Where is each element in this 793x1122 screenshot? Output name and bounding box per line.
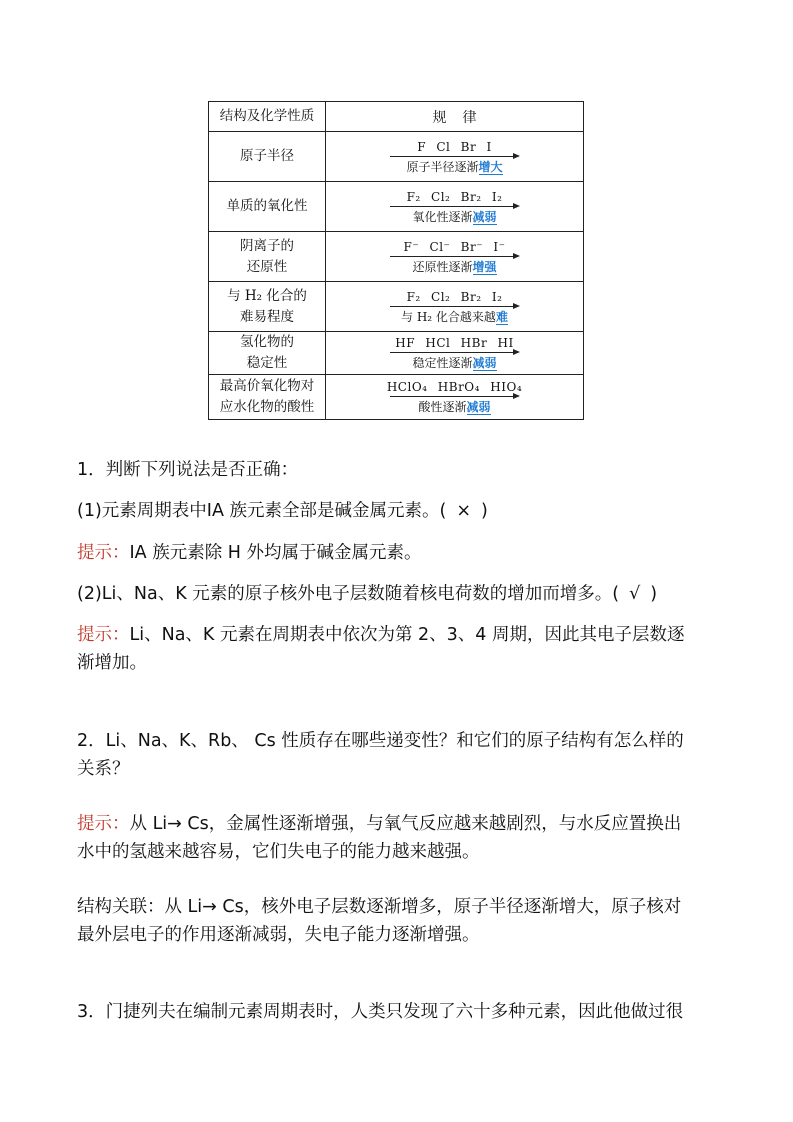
question-1-hint-2: 提示：Li、Na、K 元素在周期表中依次为第 2、3、4 周期，因此其电子层数逐 渐增加。: [77, 625, 685, 673]
hint-label: 提示：: [77, 543, 130, 563]
row-rule: [326, 132, 583, 181]
question-1-title: 1．判断下列说法是否正确：: [77, 460, 299, 480]
table-row: [209, 182, 583, 232]
question-2-structure-relation: 结构关联：从 Li→ Cs，核外电子层数逐渐增多，原子半径逐渐增大，原子核对 最外层电子的作用逐渐减弱，失电子能力逐渐增强。: [77, 897, 682, 945]
trend-keyword: 增强: [472, 259, 497, 274]
question-1-item-1: (1)元素周期表中ⅠA 族元素全部是碱金属元素。( × ): [77, 497, 737, 525]
question-1-item-2: (2)Li、Na、K 元素的原子核外电子层数随着核电荷数的增加而增多。( √ ): [77, 580, 737, 608]
row-property: 与 H₂ 化合的 难易程度: [209, 282, 326, 331]
row-property: 最高价氧化物对 应水化物的酸性: [209, 375, 326, 419]
header-property: 结构及化学性质: [209, 102, 326, 131]
right-arrow-icon: [390, 306, 520, 308]
trend-keyword: 减弱: [466, 400, 491, 414]
element-sequence: HClO₄ HBrO₄ HIO₄: [386, 380, 523, 394]
row-rule: [326, 282, 583, 331]
row-property: 氢化物的 稳定性: [209, 332, 326, 374]
hint-label: 提示：: [77, 814, 130, 834]
question-2-hint: 提示：从 Li→ Cs，金属性逐渐增强，与氧气反应越来越剧烈，与水反应置换出 水中的氢越来越容易，它们失电子的能力越来越强。: [77, 814, 682, 862]
question-1-hint-1: 提示：ⅠA 族元素除 H 外均属于碱金属元素。: [77, 543, 422, 563]
table-row: [209, 282, 583, 332]
trend-text: 原子半径逐渐增大: [406, 159, 503, 174]
trend-keyword: 减弱: [472, 209, 497, 224]
row-rule: [326, 332, 583, 374]
table-row: [209, 375, 583, 419]
trend-text: 与 H₂ 化合越来越难: [401, 309, 508, 324]
halogen-trend-table: [208, 101, 584, 420]
trend-text: 酸性逐渐减弱: [418, 400, 491, 414]
trend-keyword: 难: [495, 309, 508, 324]
question-2-title: 2．Li、Na、K、Rb、 Cs 性质存在哪些递变性？和它们的原子结构有怎么样的 关系？: [77, 731, 684, 779]
trend-keyword: 增大: [478, 159, 503, 174]
answer-mark: √: [629, 584, 641, 604]
right-arrow-icon: [390, 396, 520, 398]
question-3-title: 3．门捷列夫在编制元素周期表时，人类只发现了六十多种元素，因此他做过很: [77, 1002, 684, 1022]
row-property: 阴离子的 还原性: [209, 232, 326, 281]
row-rule: [326, 232, 583, 281]
element-sequence: HF HCl HBr HI: [395, 336, 514, 350]
hint-label: 提示：: [77, 625, 130, 645]
right-arrow-icon: [390, 206, 520, 208]
trend-text: 还原性逐渐增强: [412, 259, 497, 274]
right-arrow-icon: [390, 156, 520, 158]
right-arrow-icon: [390, 352, 520, 354]
answer-mark: ×: [456, 501, 471, 521]
table-header-row: [209, 102, 583, 132]
element-sequence: F Cl Br I: [417, 139, 492, 154]
right-arrow-icon: [390, 256, 520, 258]
row-rule: [326, 182, 583, 231]
header-rule: 规律: [432, 109, 493, 126]
row-property: 单质的氧化性: [209, 182, 326, 231]
row-rule: [326, 375, 583, 419]
table-row: [209, 132, 583, 182]
element-sequence: F₂ Cl₂ Br₂ I₂: [406, 189, 503, 204]
row-property: 原子半径: [209, 132, 326, 181]
table-row: [209, 232, 583, 282]
element-sequence: F₂ Cl₂ Br₂ I₂: [406, 289, 503, 304]
table-row: [209, 332, 583, 375]
trend-keyword: 减弱: [472, 356, 497, 370]
trend-text: 氧化性逐渐减弱: [412, 209, 497, 224]
trend-text: 稳定性逐渐减弱: [412, 356, 497, 370]
element-sequence: F⁻ Cl⁻ Br⁻ I⁻: [403, 239, 506, 254]
